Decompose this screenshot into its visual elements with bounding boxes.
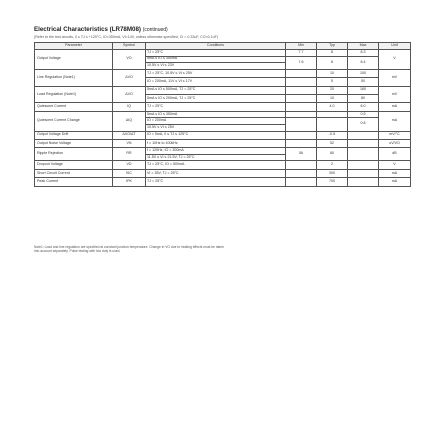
value-min	[286, 94, 317, 102]
param-symbol: VD	[113, 161, 146, 169]
param-name: Dropout Voltage	[35, 161, 113, 169]
param-name: Line Regulation (Note1)	[35, 69, 113, 86]
value-min	[286, 118, 317, 131]
header-unit: Unit	[379, 43, 411, 50]
param-name: Quiescent Current	[35, 103, 113, 111]
param-condition: IO = 200mA, 11V ≤ VI ≤ 17V	[146, 78, 286, 86]
value-max	[348, 131, 379, 139]
param-condition: f = 120Hz, IO = 300mA	[146, 148, 286, 155]
value-typ: 52	[317, 139, 348, 147]
value-min	[286, 86, 317, 94]
param-condition: TJ = 25°C	[146, 50, 286, 57]
value-unit: mA	[379, 103, 411, 111]
condition-temp: TJ = 25°C	[147, 70, 164, 75]
value-typ	[317, 118, 348, 131]
param-name: Ripple Rejection	[35, 148, 113, 161]
param-condition: VI = 35V, TJ = 25°C	[146, 169, 286, 177]
param-condition: 5mA ≤ IO ≤ 350mA	[146, 111, 286, 118]
param-condition: 11.5V ≤ VI ≤ 21.5V, TJ = 25°C	[146, 154, 286, 161]
condition-range: 10.5V ≤ VI ≤ 25V	[165, 70, 193, 75]
value-max: 100	[348, 69, 379, 77]
param-name: Quiescent Current Change	[35, 111, 113, 131]
param-symbol: IPK	[113, 178, 146, 186]
param-name: Short Circuit Current	[35, 169, 113, 177]
param-name: Peak Current	[35, 178, 113, 186]
value-max: 8.4	[348, 56, 379, 69]
param-condition: f = 10Hz to 100kHz	[146, 139, 286, 147]
value-max	[348, 178, 379, 186]
param-symbol: VO	[113, 50, 146, 70]
value-min	[286, 111, 317, 118]
param-condition: 10.5V ≤ VI ≤ 25V	[146, 124, 286, 131]
param-condition: 5mA ≤ IO ≤ 350mA	[146, 56, 286, 63]
condition-current: IO = 200mA	[147, 78, 167, 83]
footnote-line: into account separately. Pulse testing with low duty is used.	[34, 249, 121, 253]
param-symbol: IQ	[113, 103, 146, 111]
param-condition: TJ = 25°C	[146, 103, 286, 111]
table-row	[35, 161, 411, 169]
table-row	[35, 86, 411, 94]
param-symbol: ΔVO	[113, 69, 146, 86]
value-unit: uV/VO	[379, 139, 411, 147]
param-symbol: ΔVO	[113, 86, 146, 103]
value-max	[348, 161, 379, 169]
value-typ: -0.5	[317, 131, 348, 139]
table-row	[35, 178, 411, 186]
value-unit: dB	[379, 148, 411, 161]
value-max: 0.8	[348, 118, 379, 131]
value-unit: mA	[379, 169, 411, 177]
footnote	[34, 245, 404, 253]
param-name: Output Voltage Drift	[35, 131, 113, 139]
param-condition: IO = 200mA	[146, 118, 286, 125]
value-unit: mV	[379, 86, 411, 103]
header-parameter: Parameter	[35, 43, 113, 50]
table-row	[35, 103, 411, 111]
test-conditions-note: (Refer to the test circuits, 0 ≤ TJ ≤ +125°C, IO=350mA, VI=14V, unless otherwise specified, CI = 0.33uF, CO=0.1uF)	[34, 35, 219, 39]
value-typ: 4.0	[317, 103, 348, 111]
value-typ: 5	[317, 78, 348, 86]
param-symbol: RR	[113, 148, 146, 161]
title-text: Electrical Characteristics (LR78M08)	[34, 26, 141, 33]
value-max: 80	[348, 94, 379, 102]
table-row	[35, 131, 411, 139]
param-symbol: VN	[113, 139, 146, 147]
section-title	[34, 26, 168, 33]
value-typ: 300	[317, 169, 348, 177]
value-max	[348, 139, 379, 147]
table-row	[35, 169, 411, 177]
value-min	[286, 178, 317, 186]
value-min	[286, 139, 317, 147]
value-max: 50	[348, 78, 379, 86]
value-typ: 8	[317, 56, 348, 69]
table-row	[35, 139, 411, 147]
value-min: 56	[286, 148, 317, 161]
value-typ: 20	[317, 86, 348, 94]
table-row	[35, 50, 411, 57]
value-typ: 10	[317, 69, 348, 77]
header-typ: Typ	[317, 43, 348, 50]
value-min	[286, 161, 317, 169]
param-symbol: ΔVO/ΔT	[113, 131, 146, 139]
param-symbol: ΔIQ	[113, 111, 146, 131]
param-name: Output Noise Voltage	[35, 139, 113, 147]
title-continued: (continued)	[142, 27, 168, 33]
value-unit: mA	[379, 178, 411, 186]
footnote-line: Note1: Load and line regulation are specified at constant junction temperature. Change in VO due to heating effects must be taken	[34, 245, 224, 249]
value-typ: 700	[317, 178, 348, 186]
value-max	[348, 169, 379, 177]
value-typ: 10	[317, 94, 348, 102]
value-unit: mA	[379, 111, 411, 131]
param-name: Output Voltage	[35, 50, 113, 70]
value-max	[348, 148, 379, 161]
value-min: 7.6	[286, 56, 317, 69]
value-min	[286, 169, 317, 177]
value-max: 160	[348, 86, 379, 94]
value-unit: mV	[379, 69, 411, 86]
param-condition: IO = 5mA, 0 ≤ TJ ≤ 125°C	[146, 131, 286, 139]
param-condition: 5mA ≤ IO ≤ 200mA, TJ = 25°C	[146, 94, 286, 102]
value-min	[286, 69, 317, 77]
param-symbol: ISC	[113, 169, 146, 177]
header-max: Max	[348, 43, 379, 50]
value-typ: 2	[317, 161, 348, 169]
param-condition: TJ = 25°C, IO = 500mA	[146, 161, 286, 169]
value-unit: V	[379, 161, 411, 169]
param-condition: TJ = 25°C, 10.5V ≤ VI ≤ 25V	[146, 69, 286, 77]
value-min	[286, 103, 317, 111]
table-row	[35, 148, 411, 155]
electrical-characteristics-table	[34, 42, 411, 187]
value-unit: V	[379, 50, 411, 70]
table-header-row	[35, 43, 411, 50]
value-typ	[317, 111, 348, 118]
value-unit: mV/°C	[379, 131, 411, 139]
value-typ: 8	[317, 50, 348, 57]
value-min	[286, 78, 317, 86]
param-condition: 10.5V ≤ VI ≤ 23V	[146, 63, 286, 70]
table-row	[35, 111, 411, 118]
value-max: 6.0	[348, 103, 379, 111]
value-min	[286, 131, 317, 139]
value-min: 7.7	[286, 50, 317, 57]
table-row	[35, 69, 411, 77]
condition-range: 11V ≤ VI ≤ 17V	[168, 78, 193, 83]
header-min: Min	[286, 43, 317, 50]
param-condition: TJ = 25°C	[146, 178, 286, 186]
param-condition: 5mA ≤ IO ≤ 500mA, TJ = 25°C	[146, 86, 286, 94]
value-max: 0.5	[348, 111, 379, 118]
param-name: Load Regulation (Note1)	[35, 86, 113, 103]
value-max: 8.3	[348, 50, 379, 57]
value-typ: 80	[317, 148, 348, 161]
header-conditions: Conditions	[146, 43, 286, 50]
header-symbol: Symbol	[113, 43, 146, 50]
